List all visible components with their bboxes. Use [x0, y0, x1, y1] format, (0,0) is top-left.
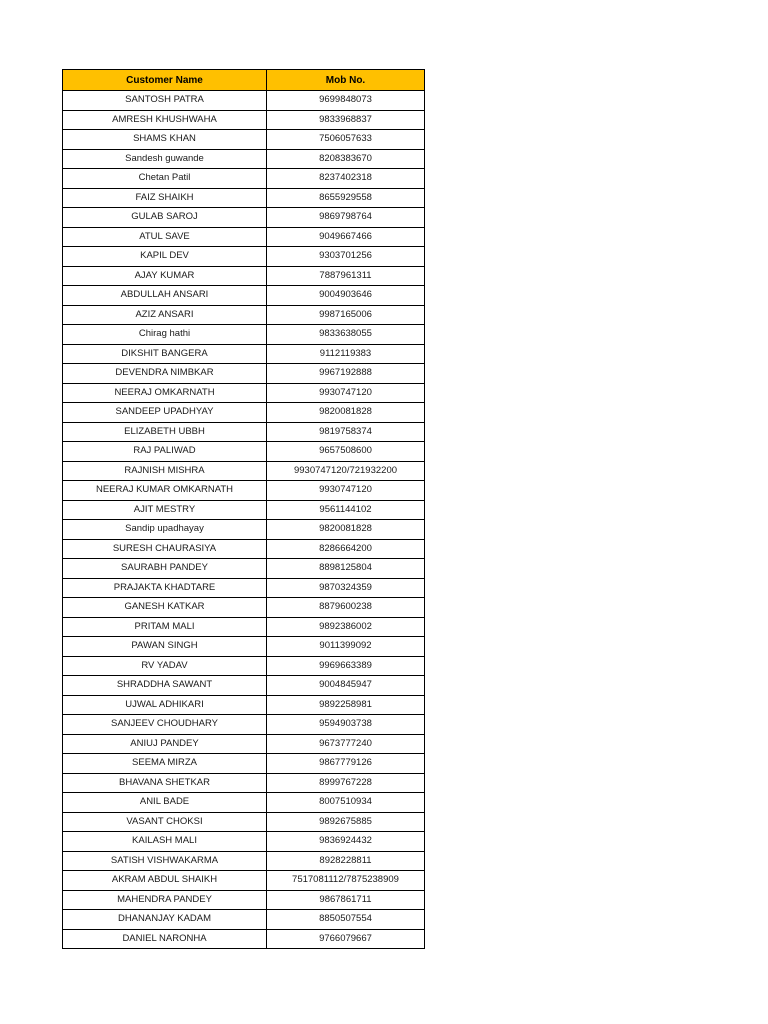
mob-no-cell: 9867861711 — [267, 890, 425, 910]
mob-no-cell: 9967192888 — [267, 364, 425, 384]
mob-no-cell: 9892386002 — [267, 617, 425, 637]
table-row — [63, 481, 425, 501]
mob-no-cell: 8286664200 — [267, 539, 425, 559]
customer-name-cell: SATISH VISHWAKARMA — [63, 851, 267, 871]
customer-name-cell: AMRESH KHUSHWAHA — [63, 110, 267, 130]
mob-no-cell: 9819758374 — [267, 422, 425, 442]
customer-name-cell: MAHENDRA PANDEY — [63, 890, 267, 910]
mob-no-header: Mob No. — [267, 70, 425, 91]
customer-name-cell: SANDEEP UPADHYAY — [63, 403, 267, 423]
mob-no-cell: 9112119383 — [267, 344, 425, 364]
customer-name-cell: PRITAM MALI — [63, 617, 267, 637]
mob-no-cell: 8007510934 — [267, 793, 425, 813]
mob-no-cell: 8879600238 — [267, 598, 425, 618]
mob-no-cell: 9930747120 — [267, 481, 425, 501]
table-header — [63, 70, 425, 91]
customer-name-cell: SANTOSH PATRA — [63, 91, 267, 111]
table-row — [63, 734, 425, 754]
table-row — [63, 812, 425, 832]
mob-no-cell: 9594903738 — [267, 715, 425, 735]
mob-no-cell: 9892675885 — [267, 812, 425, 832]
customer-name-cell: PAWAN SINGH — [63, 637, 267, 657]
mob-no-cell: 8208383670 — [267, 149, 425, 169]
table-row — [63, 578, 425, 598]
mob-no-cell: 7887961311 — [267, 266, 425, 286]
mob-no-cell: 9987165006 — [267, 305, 425, 325]
table-row — [63, 598, 425, 618]
customer-name-cell: PRAJAKTA KHADTARE — [63, 578, 267, 598]
mob-no-cell: 9049667466 — [267, 227, 425, 247]
customer-name-cell: Chirag hathi — [63, 325, 267, 345]
customer-name-cell: NEERAJ OMKARNATH — [63, 383, 267, 403]
customer-name-cell: GANESH KATKAR — [63, 598, 267, 618]
customer-name-cell: Sandip upadhayay — [63, 520, 267, 540]
customer-name-cell: NEERAJ KUMAR OMKARNATH — [63, 481, 267, 501]
table-row — [63, 715, 425, 735]
table-row — [63, 676, 425, 696]
customer-name-cell: SAURABH PANDEY — [63, 559, 267, 579]
mob-no-cell: 9561144102 — [267, 500, 425, 520]
customer-sheet — [62, 69, 425, 949]
header-row — [63, 70, 425, 91]
table-row — [63, 305, 425, 325]
table-row — [63, 695, 425, 715]
customer-name-cell: KAPIL DEV — [63, 247, 267, 267]
table-row — [63, 227, 425, 247]
mob-no-cell: 8999767228 — [267, 773, 425, 793]
customer-name-cell: GULAB SAROJ — [63, 208, 267, 228]
customer-name-cell: DIKSHIT BANGERA — [63, 344, 267, 364]
mob-no-cell: 9930747120 — [267, 383, 425, 403]
table-row — [63, 325, 425, 345]
customer-name-cell: SEEMA MIRZA — [63, 754, 267, 774]
mob-no-cell: 9833968837 — [267, 110, 425, 130]
table-row — [63, 383, 425, 403]
customer-name-cell: AJAY KUMAR — [63, 266, 267, 286]
customer-name-cell: FAIZ SHAIKH — [63, 188, 267, 208]
table-row — [63, 637, 425, 657]
table-body — [63, 91, 425, 949]
table-row — [63, 929, 425, 949]
customer-name-cell: DHANANJAY KADAM — [63, 910, 267, 930]
mob-no-cell: 8655929558 — [267, 188, 425, 208]
table-row — [63, 500, 425, 520]
mob-no-cell: 9836924432 — [267, 832, 425, 852]
table-row — [63, 832, 425, 852]
table-row — [63, 559, 425, 579]
customer-name-cell: SANJEEV CHOUDHARY — [63, 715, 267, 735]
mob-no-cell: 9011399092 — [267, 637, 425, 657]
customer-name-cell: AZIZ ANSARI — [63, 305, 267, 325]
mob-no-cell: 9004845947 — [267, 676, 425, 696]
table-row — [63, 617, 425, 637]
mob-no-cell: 9673777240 — [267, 734, 425, 754]
mob-no-cell: 9820081828 — [267, 403, 425, 423]
customer-name-cell: BHAVANA SHETKAR — [63, 773, 267, 793]
mob-no-cell: 9699848073 — [267, 91, 425, 111]
mob-no-cell: 9930747120/721932200 — [267, 461, 425, 481]
mob-no-cell: 9303701256 — [267, 247, 425, 267]
customer-name-cell: SHRADDHA SAWANT — [63, 676, 267, 696]
table-row — [63, 851, 425, 871]
mob-no-cell: 9004903646 — [267, 286, 425, 306]
customer-name-cell: Chetan Patil — [63, 169, 267, 189]
mob-no-cell: 9820081828 — [267, 520, 425, 540]
mob-no-cell: 8850507554 — [267, 910, 425, 930]
customer-name-cell: SURESH CHAURASIYA — [63, 539, 267, 559]
table-row — [63, 208, 425, 228]
mob-no-cell: 7506057633 — [267, 130, 425, 150]
table-row — [63, 130, 425, 150]
table-row — [63, 422, 425, 442]
customer-name-cell: ELIZABETH UBBH — [63, 422, 267, 442]
customer-name-cell: KAILASH MALI — [63, 832, 267, 852]
mob-no-cell: 8928228811 — [267, 851, 425, 871]
customer-name-cell: AKRAM ABDUL SHAIKH — [63, 871, 267, 891]
mob-no-cell: 9657508600 — [267, 442, 425, 462]
table-row — [63, 188, 425, 208]
table-row — [63, 539, 425, 559]
mob-no-cell: 8237402318 — [267, 169, 425, 189]
table-row — [63, 266, 425, 286]
table-row — [63, 461, 425, 481]
customer-name-cell: ATUL SAVE — [63, 227, 267, 247]
table-row — [63, 910, 425, 930]
table-row — [63, 871, 425, 891]
table-row — [63, 754, 425, 774]
table-row — [63, 344, 425, 364]
table-row — [63, 149, 425, 169]
mob-no-cell: 9867779126 — [267, 754, 425, 774]
customer-name-cell: DEVENDRA NIMBKAR — [63, 364, 267, 384]
customer-name-cell: AJIT MESTRY — [63, 500, 267, 520]
table-row — [63, 656, 425, 676]
table-row — [63, 247, 425, 267]
customer-name-cell: Sandesh guwande — [63, 149, 267, 169]
table-row — [63, 773, 425, 793]
mob-no-cell: 9969663389 — [267, 656, 425, 676]
table-row — [63, 442, 425, 462]
table-row — [63, 520, 425, 540]
customer-table — [62, 69, 425, 949]
customer-name-cell: RV YADAV — [63, 656, 267, 676]
mob-no-cell: 9870324359 — [267, 578, 425, 598]
table-row — [63, 364, 425, 384]
customer-name-cell: ANIL BADE — [63, 793, 267, 813]
customer-name-cell: VASANT CHOKSI — [63, 812, 267, 832]
mob-no-cell: 7517081112/7875238909 — [267, 871, 425, 891]
mob-no-cell: 9833638055 — [267, 325, 425, 345]
customer-name-cell: ANIUJ PANDEY — [63, 734, 267, 754]
table-row — [63, 793, 425, 813]
table-row — [63, 403, 425, 423]
customer-name-cell: RAJ PALIWAD — [63, 442, 267, 462]
table-row — [63, 91, 425, 111]
customer-name-header: Customer Name — [63, 70, 267, 91]
mob-no-cell: 9869798764 — [267, 208, 425, 228]
table-row — [63, 890, 425, 910]
customer-name-cell: UJWAL ADHIKARI — [63, 695, 267, 715]
table-row — [63, 110, 425, 130]
mob-no-cell: 9766079667 — [267, 929, 425, 949]
mob-no-cell: 9892258981 — [267, 695, 425, 715]
customer-name-cell: SHAMS KHAN — [63, 130, 267, 150]
mob-no-cell: 8898125804 — [267, 559, 425, 579]
customer-name-cell: ABDULLAH ANSARI — [63, 286, 267, 306]
table-row — [63, 169, 425, 189]
customer-name-cell: DANIEL NARONHA — [63, 929, 267, 949]
table-row — [63, 286, 425, 306]
customer-name-cell: RAJNISH MISHRA — [63, 461, 267, 481]
